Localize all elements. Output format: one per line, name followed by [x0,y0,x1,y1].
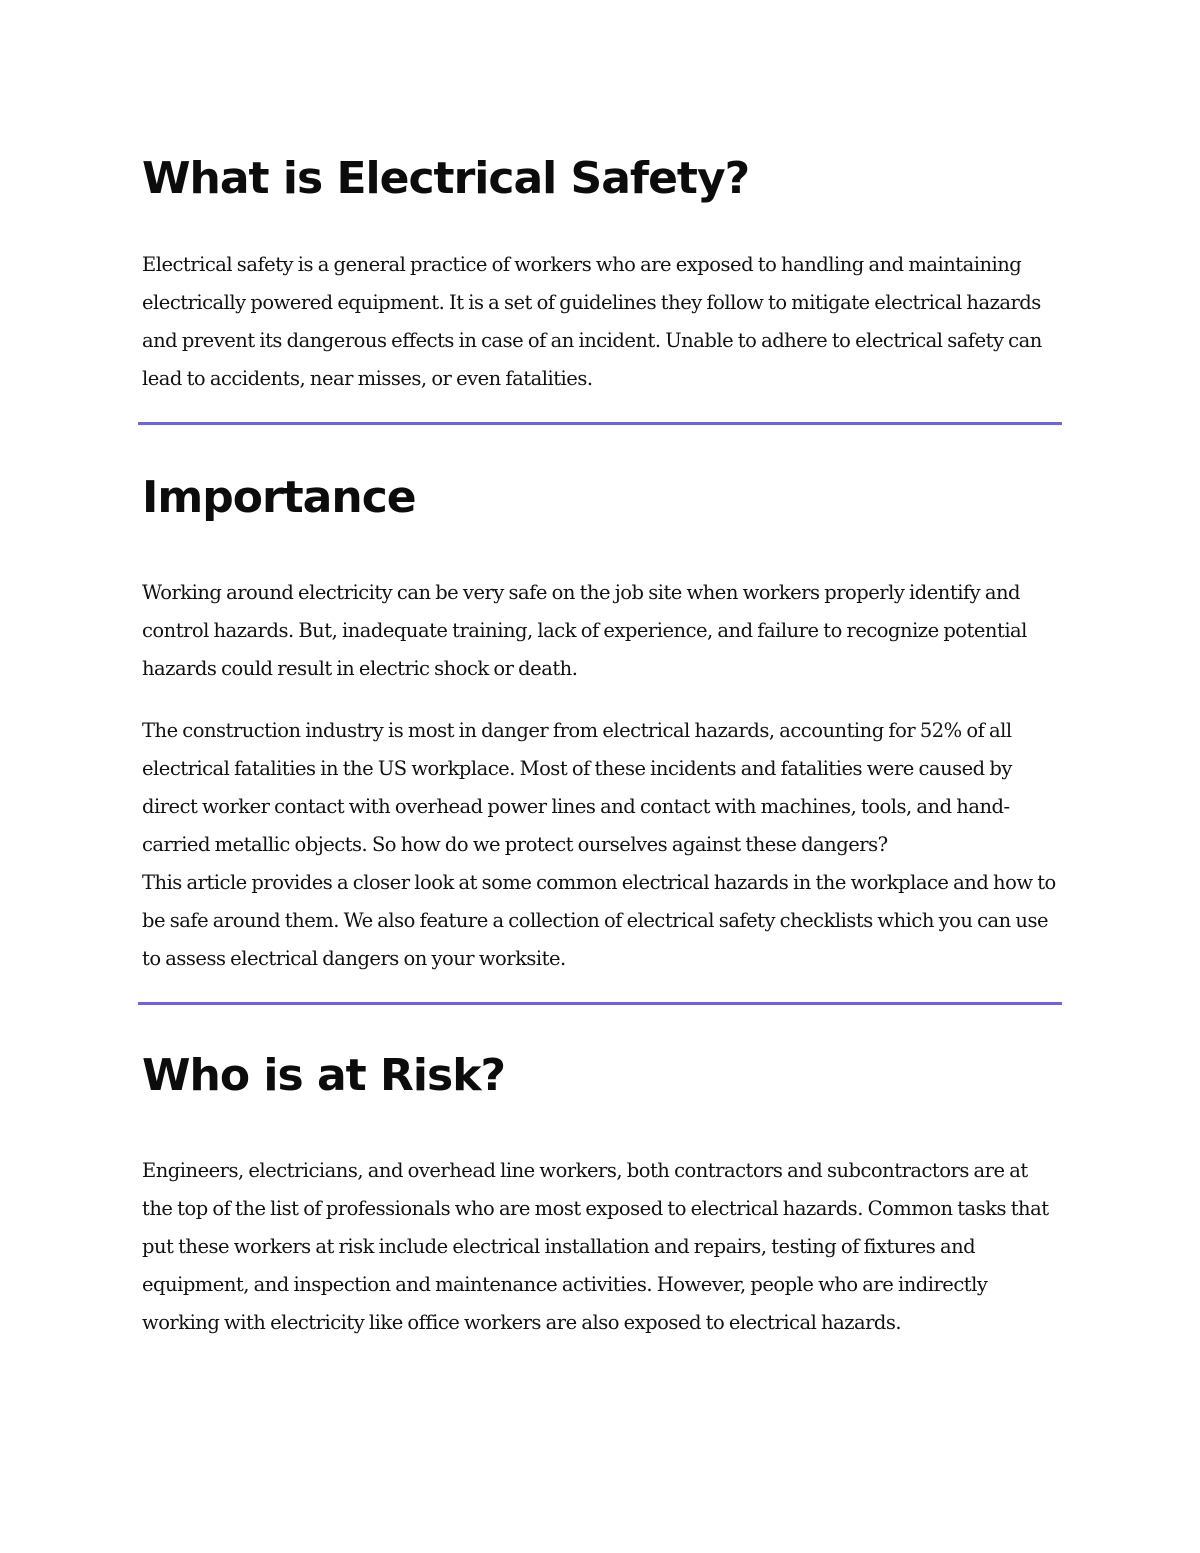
heading-what-is-electrical-safety: What is Electrical Safety? [142,153,750,204]
section-divider [138,1002,1062,1005]
heading-who-is-at-risk: Who is at Risk? [142,1050,505,1101]
heading-importance: Importance [142,472,416,523]
paragraph-importance-3: This article provides a closer look at some common electrical hazards in the workplace and how to be safe around them. We also feature a collection of electrical safety checklists which you can use to assess electrical dangers on your worksite. [142,871,1056,970]
paragraph-importance-2: The construction industry is most in danger from electrical hazards, accounting for 52% of all electrical fatalities in the US workplace. Most of these incidents and fatalities were caused by direct worker contact with overhead power lines and contact with machines, tools, and hand-carried metallic objects. So how do we protect ourselves against these dangers? [142,719,1012,856]
paragraph-importance-1: Working around electricity can be very safe on the job site when workers properly identify and control hazards. But, inadequate training, lack of experience, and failure to recognize potential hazards could result in electric shock or death. [142,581,1027,680]
paragraph-what-is-electrical-safety: Electrical safety is a general practice of workers who are exposed to handling and maintaining electrically powered equipment. It is a set of guidelines they follow to mitigate electrical hazards and prevent its dangerous effects in case of an incident. Unable to adhere to electrical safety can lead to accidents, near misses, or even fatalities. [142,253,1042,390]
document-content [142,150,1062,1342]
section-divider [138,422,1062,425]
paragraph-who-is-at-risk: Engineers, electricians, and overhead line workers, both contractors and subcontractors are at the top of the list of professionals who are most exposed to electrical hazards. Common tasks that put these workers at risk include electrical installation and repairs, testing of fixtures and equipment, and inspection and maintenance activities. However, people who are indirectly working with electricity like office workers are also exposed to electrical hazards. [142,1159,1049,1334]
